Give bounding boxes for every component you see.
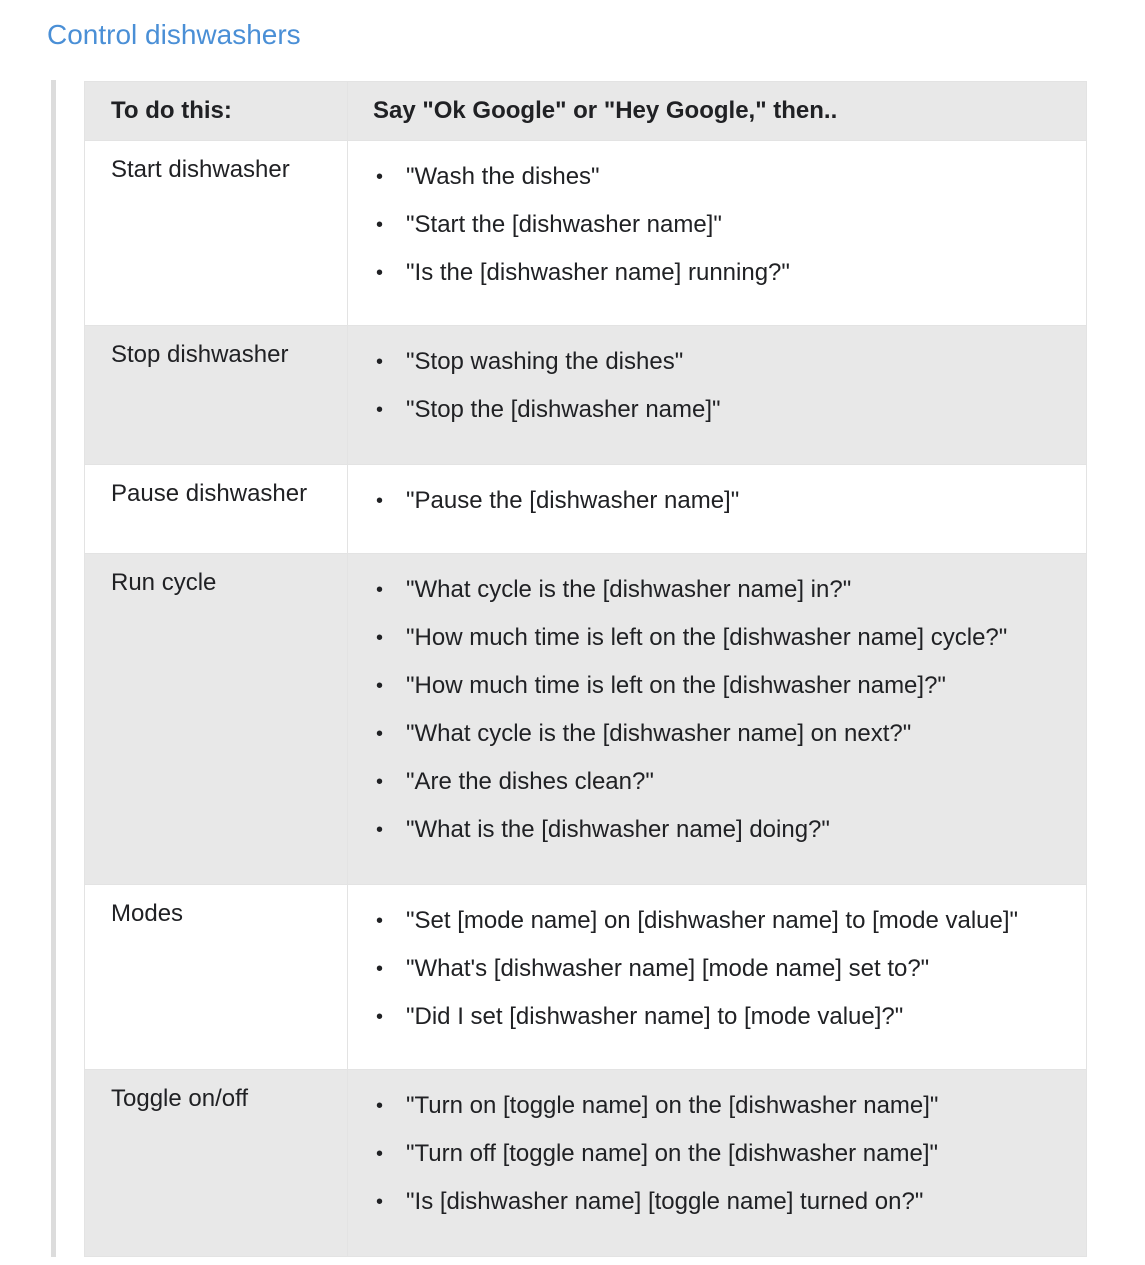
phrase-text: "Start the [dishwasher name]" <box>406 211 722 238</box>
bullet-icon: • <box>376 262 384 284</box>
bullet-icon: • <box>376 1143 384 1165</box>
phrases-cell <box>348 326 1087 465</box>
phrase-list <box>348 1070 1086 1232</box>
bullet-icon: • <box>376 166 384 188</box>
bullet-icon: • <box>376 958 384 980</box>
list-item <box>376 1184 1086 1232</box>
task-cell: Pause dishwasher <box>85 465 348 554</box>
phrase-list <box>348 141 1086 303</box>
phrases-cell <box>348 141 1087 326</box>
phrase-text: "Turn off [toggle name] on the [dishwasher name]" <box>406 1140 939 1167</box>
bullet-icon: • <box>376 1191 384 1213</box>
list-item <box>376 483 1086 531</box>
list-item <box>376 903 1086 951</box>
bullet-icon: • <box>376 627 384 649</box>
bullet-icon: • <box>376 214 384 236</box>
header-row <box>85 82 1087 141</box>
phrase-list <box>348 465 1086 531</box>
task-cell: Modes <box>85 885 348 1070</box>
list-item <box>376 392 1086 440</box>
table-row <box>85 554 1087 885</box>
commands-table <box>84 81 1087 1257</box>
list-item <box>376 207 1086 255</box>
bullet-icon: • <box>376 771 384 793</box>
task-cell: Run cycle <box>85 554 348 885</box>
task-cell: Toggle on/off <box>85 1070 348 1257</box>
blockquote-rule <box>51 80 56 1257</box>
list-item <box>376 764 1086 812</box>
task-cell: Stop dishwasher <box>85 326 348 465</box>
phrase-text: "Turn on [toggle name] on the [dishwasher name]" <box>406 1092 939 1119</box>
list-item <box>376 620 1086 668</box>
table-row <box>85 141 1087 326</box>
phrase-text: "Set [mode name] on [dishwasher name] to [mode value]" <box>406 907 1019 934</box>
list-item <box>376 668 1086 716</box>
header-task: To do this: <box>85 82 348 141</box>
list-item <box>376 951 1086 999</box>
phrase-text: "How much time is left on the [dishwasher name]?" <box>406 672 946 699</box>
bullet-icon: • <box>376 675 384 697</box>
table-body <box>85 141 1087 1257</box>
list-item <box>376 1088 1086 1136</box>
phrase-list <box>348 885 1086 1047</box>
section-title: Control dishwashers <box>47 19 301 50</box>
list-item <box>376 1136 1086 1184</box>
table-row <box>85 465 1087 554</box>
phrase-text: "Is [dishwasher name] [toggle name] turned on?" <box>406 1188 924 1215</box>
header-phrases: Say "Ok Google" or "Hey Google," then.. <box>348 82 1087 141</box>
phrase-text: "What is the [dishwasher name] doing?" <box>406 816 830 843</box>
phrase-text: "What cycle is the [dishwasher name] on next?" <box>406 720 912 747</box>
phrase-text: "How much time is left on the [dishwasher name] cycle?" <box>406 624 1008 651</box>
phrase-text: "Is the [dishwasher name] running?" <box>406 259 790 286</box>
phrase-text: "Did I set [dishwasher name] to [mode value]?" <box>406 1003 904 1030</box>
phrase-text: "Stop washing the dishes" <box>406 348 684 375</box>
phrases-cell <box>348 885 1087 1070</box>
bullet-icon: • <box>376 1006 384 1028</box>
bullet-icon: • <box>376 723 384 745</box>
task-cell: Start dishwasher <box>85 141 348 326</box>
phrases-cell <box>348 465 1087 554</box>
table-header <box>85 82 1087 141</box>
list-item <box>376 344 1086 392</box>
list-item <box>376 812 1086 860</box>
phrase-list <box>348 554 1086 860</box>
phrases-cell <box>348 1070 1087 1257</box>
phrase-text: "Pause the [dishwasher name]" <box>406 487 740 514</box>
phrase-text: "Stop the [dishwasher name]" <box>406 396 721 423</box>
list-item <box>376 999 1086 1047</box>
list-item <box>376 716 1086 764</box>
bullet-icon: • <box>376 351 384 373</box>
bullet-icon: • <box>376 399 384 421</box>
table-row <box>85 885 1087 1070</box>
bullet-icon: • <box>376 579 384 601</box>
bullet-icon: • <box>376 490 384 512</box>
phrases-cell <box>348 554 1087 885</box>
bullet-icon: • <box>376 819 384 841</box>
phrase-list <box>348 326 1086 440</box>
table-row <box>85 1070 1087 1257</box>
phrase-text: "Are the dishes clean?" <box>406 768 654 795</box>
list-item <box>376 255 1086 303</box>
phrase-text: "What cycle is the [dishwasher name] in?" <box>406 576 852 603</box>
bullet-icon: • <box>376 910 384 932</box>
phrase-text: "What's [dishwasher name] [mode name] set to?" <box>406 955 930 982</box>
phrase-text: "Wash the dishes" <box>406 163 600 190</box>
table-row <box>85 326 1087 465</box>
bullet-icon: • <box>376 1095 384 1117</box>
list-item <box>376 572 1086 620</box>
list-item <box>376 159 1086 207</box>
